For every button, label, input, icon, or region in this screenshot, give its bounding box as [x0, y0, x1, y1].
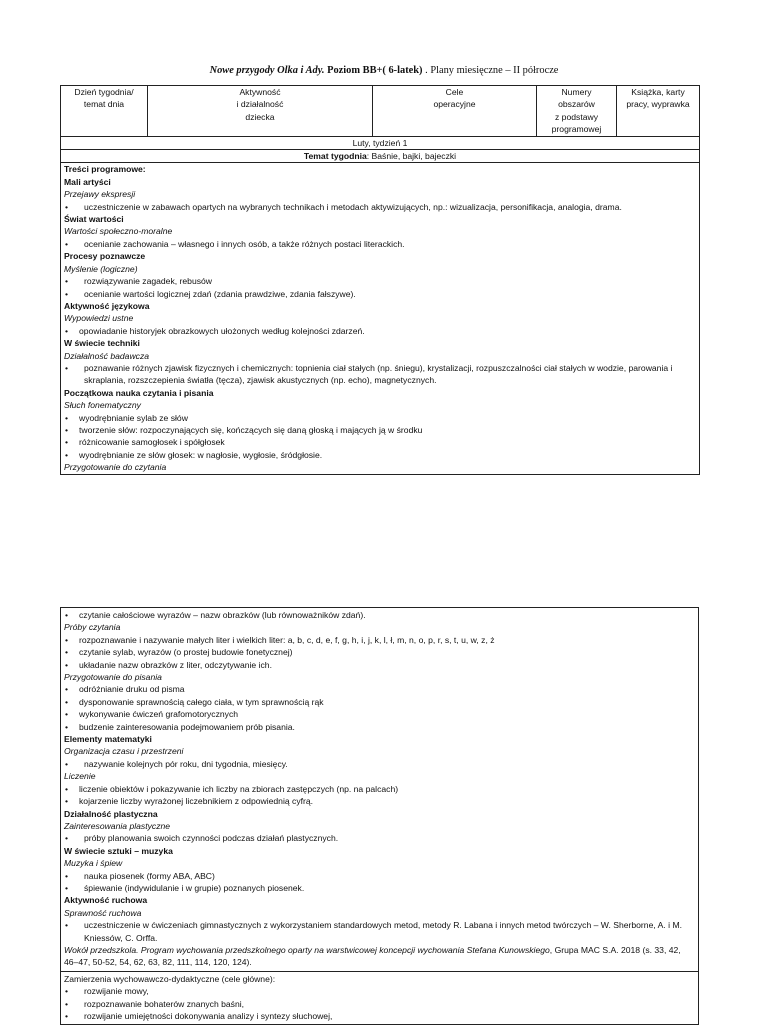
subsection-heading: Liczenie	[64, 771, 96, 782]
bullet-icon: •	[65, 647, 69, 658]
list-item-text: ocenianie zachowania – własnego i innych osób, a także różnych postaci literackich.	[84, 238, 405, 249]
bullet-icon: •	[65, 276, 69, 287]
bullet-icon: •	[65, 362, 69, 373]
bullet-icon: •	[65, 833, 69, 844]
list-item	[64, 449, 696, 461]
list-item-text: uczestniczenie w zabawach opartych na wybranych technikach i metodach aktywizujących, np.: wizualizacja, personifikacja, analogia, drama.	[84, 201, 622, 212]
list-item	[64, 721, 695, 733]
source-citation: Wokół przedszkola. Program wychowania przedszkolnego oparty na warstwicowej koncepcji wychowania Stefana Kunowskiego, Grupa MAC S.A. 2018 (s. 33, 42, 46–47, 50-52, 54, 62, 63, 82, 111, 114, 120, 124).	[64, 944, 681, 968]
section-heading: W świecie sztuki – muzyka	[64, 845, 173, 856]
list-item	[64, 275, 696, 287]
subsection-heading: Wartości społeczno-moralne	[64, 226, 173, 237]
list-item	[64, 758, 695, 770]
list-item	[64, 832, 695, 844]
list-item-text: uczestniczenie w ćwiczeniach gimnastycznych z wykorzystaniem standardowych metod, metody R. Labana i innych metod twórczych – W. Sherborne, A. i M. Kniessów, C. Orffa.	[84, 920, 682, 943]
list-item	[64, 683, 695, 695]
list-item	[64, 659, 695, 671]
header-day: Dzień tygodnia/ temat dnia	[61, 86, 148, 137]
subsection-heading: Myślenie (logiczne)	[64, 263, 138, 274]
list-item	[64, 919, 695, 944]
list-item	[64, 795, 695, 807]
list-item-text: nauka piosenek (formy ABA, ABC)	[84, 870, 215, 881]
bullet-icon: •	[65, 412, 69, 423]
list-item-text: opowiadanie historyjek obrazkowych ułożonych według kolejności zdarzeń.	[79, 325, 365, 336]
list-item-text: różnicowanie samogłosek i spółgłosek	[79, 437, 225, 448]
list-item	[64, 201, 696, 213]
title-plan: . Plany miesięczne – II półrocze	[422, 65, 559, 76]
list-item	[64, 646, 695, 658]
bullet-icon: •	[65, 201, 69, 212]
list-item-text: próby planowania swoich czynności podczas działań plastycznych.	[84, 833, 339, 844]
subsection-heading: Wypowiedzi ustne	[64, 313, 134, 324]
bullet-icon: •	[65, 288, 69, 299]
bullet-icon: •	[65, 783, 69, 794]
header-activity: Aktywność i działalność dziecka	[148, 86, 373, 137]
list-item	[64, 708, 695, 720]
subsection-heading: Próby czytania	[64, 622, 121, 633]
subsection-heading: Muzyka i śpiew	[64, 858, 123, 869]
list-item-text: rozpoznawanie i nazywanie małych liter i wielkich liter: a, b, c, d, e, f, g, h, i, j, k, l, ł, m, n, o, p, r, s, t, u, w, z, ż	[79, 634, 495, 645]
title-level: Poziom BB+( 6-latek)	[324, 65, 423, 76]
content-section-2	[61, 608, 698, 972]
bullet-icon: •	[65, 709, 69, 720]
bullet-icon: •	[65, 325, 69, 336]
week-label: Luty, tydzień 1	[61, 136, 700, 149]
list-item	[64, 424, 696, 436]
header-goals: Cele operacyjne	[373, 86, 537, 137]
list-item-text: śpiewanie (indywidulanie i w grupie) poznanych piosenek.	[84, 882, 305, 893]
bullet-icon: •	[65, 1011, 69, 1021]
list-item-text: liczenie obiektów i pokazywanie ich liczby na zbiorach zastępczych (np. na palcach)	[79, 783, 399, 794]
list-item	[64, 882, 695, 894]
list-item-text: rozwijanie umiejętności dokonywania analizy i syntezy słuchowej,	[84, 1011, 333, 1021]
subsection-heading: Słuch fonematyczny	[64, 400, 141, 411]
bullet-icon: •	[65, 449, 69, 460]
list-item	[64, 696, 695, 708]
bullet-icon: •	[65, 758, 69, 769]
plan-table	[60, 85, 700, 475]
section-heading: Mali artyści	[64, 176, 111, 187]
list-item	[64, 1010, 695, 1022]
list-item-text: ocenianie wartości logicznej zdań (zdania prawdziwe, zdania fałszywe).	[84, 288, 356, 299]
section-heading: Procesy poznawcze	[64, 251, 146, 262]
bullet-icon: •	[65, 634, 69, 645]
list-item	[64, 985, 695, 997]
section-heading: Świat wartości	[64, 214, 124, 225]
content-list-1	[64, 163, 696, 473]
bullet-icon: •	[65, 659, 69, 670]
bullet-icon: •	[65, 920, 69, 931]
list-item	[64, 870, 695, 882]
list-item-text: czytanie sylab, wyrazów (o prostej budowie fonetycznej)	[79, 647, 293, 658]
bullet-icon: •	[65, 238, 69, 249]
bullet-icon: •	[65, 796, 69, 807]
list-item-text: nazywanie kolejnych pór roku, dni tygodnia, miesięcy.	[84, 758, 288, 769]
header-areas: Numery obszarów z podstawy programowej	[537, 86, 617, 137]
bullet-icon: •	[65, 998, 69, 1009]
section-heading: Aktywność ruchowa	[64, 895, 148, 906]
bullet-icon: •	[65, 870, 69, 881]
section-heading: Początkowa nauka czytania i pisania	[64, 387, 214, 398]
subsection-heading: Przygotowanie do pisania	[64, 672, 162, 683]
list-item-text: rozpoznawanie bohaterów znanych baśni,	[84, 998, 245, 1009]
subsection-heading: Organizacja czasu i przestrzeni	[64, 746, 184, 757]
bullet-icon: •	[65, 986, 69, 997]
list-item-text: dysponowanie sprawnością całego ciała, w tym sprawnością rąk	[79, 696, 324, 707]
list-item	[64, 288, 696, 300]
list-item-text: poznawanie różnych zjawisk fizycznych i chemicznych: topnienia ciał stałych (np. śniegu), krystalizacji, rozpuszczalności ciał stałych w wodzie, parowania i skraplania, rozszczepienia światła (tęcza), zjawisk akustycznych (np. echo), magnetycznych.	[84, 362, 673, 386]
section-heading: Elementy matematyki	[64, 734, 152, 745]
list-item	[64, 609, 695, 621]
bullet-icon: •	[65, 696, 69, 707]
subsection-heading: Przejawy ekspresji	[64, 189, 136, 200]
bullet-icon: •	[65, 882, 69, 893]
bullet-icon: •	[65, 424, 69, 435]
content-section-3	[61, 972, 698, 1025]
list-item-text: rozwiązywanie zagadek, rebusów	[84, 276, 213, 287]
subsection-heading: Zainteresowania plastyczne	[64, 820, 171, 831]
list-item	[64, 412, 696, 424]
bullet-icon: •	[65, 721, 69, 732]
header-books: Książka, karty pracy, wyprawka	[617, 86, 700, 137]
subsection-heading: Sprawność ruchowa	[64, 907, 142, 918]
list-item	[64, 783, 695, 795]
list-item	[64, 362, 696, 387]
text-line: Zamierzenia wychowawczo-dydaktyczne (cele główne):	[64, 973, 276, 984]
table-header-row	[61, 86, 700, 137]
list-item	[64, 325, 696, 337]
section-heading: Treści programowe:	[64, 164, 146, 175]
list-item-text: czytanie całościowe wyrazów – nazw obrazków (lub równoważników zdań).	[79, 610, 366, 620]
list-item-text: kojarzenie liczby wyrażonej liczebnikiem z odpowiednią cyfrą.	[79, 796, 314, 807]
page-title	[0, 64, 768, 78]
section-heading: W świecie techniki	[64, 338, 140, 349]
list-item-text: wykonywanie ćwiczeń grafomotorycznych	[79, 709, 239, 720]
plan-table-continued	[60, 607, 699, 1025]
list-item-text: rozwijanie mowy,	[84, 986, 149, 997]
list-item-text: budzenie zainteresowania podejmowaniem prób pisania.	[79, 721, 295, 732]
list-item	[64, 436, 696, 448]
list-item-text: układanie nazw obrazków z liter, odczytywanie ich.	[79, 659, 272, 670]
list-item	[64, 634, 695, 646]
list-item	[64, 238, 696, 250]
subsection-heading: Przygotowanie do czytania	[64, 462, 167, 473]
title-program: Nowe przygody Olka i Ady.	[209, 65, 325, 76]
content-section-1	[61, 163, 700, 474]
list-item-text: wyodrębnianie sylab ze słów	[79, 412, 188, 423]
list-item-text: tworzenie słów: rozpoczynających się, kończących się daną głoską i mających ją w środku	[79, 424, 423, 435]
bullet-icon: •	[65, 684, 69, 695]
list-item	[64, 998, 695, 1010]
bullet-icon: •	[65, 437, 69, 448]
section-heading: Aktywność językowa	[64, 300, 150, 311]
week-theme: Temat tygodnia: Baśnie, bajki, bajeczki	[61, 150, 700, 163]
list-item-text: wyodrębnianie ze słów głosek: w nagłosie, wygłosie, śródgłosie.	[79, 449, 323, 460]
bullet-icon: •	[65, 610, 69, 620]
list-item-text: odróżnianie druku od pisma	[79, 684, 185, 695]
subsection-heading: Działalność badawcza	[64, 350, 150, 361]
section-heading: Działalność plastyczna	[64, 808, 158, 819]
